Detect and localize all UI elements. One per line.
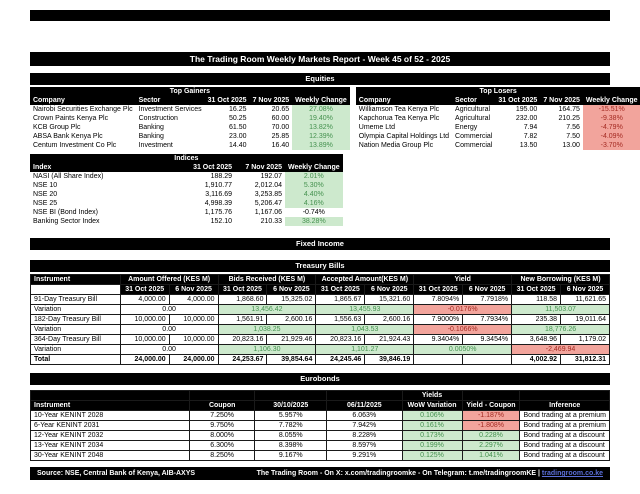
- price-curr-cell: 20.65: [271, 106, 290, 113]
- column-header: 31 Oct 2025: [180, 163, 235, 172]
- value-cell: 7.7934%: [463, 315, 512, 325]
- value-cell: 118.58: [512, 295, 561, 305]
- table-row: [30, 217, 343, 226]
- index-name-cell: NSE 10: [33, 182, 58, 189]
- instrument-cell: 6-Year KENINT 2031: [31, 421, 190, 431]
- price-prev-cell: 7.94: [523, 124, 538, 131]
- table-row: [30, 141, 350, 150]
- value-cell: 1,561.91: [218, 315, 267, 325]
- top-gainers-table: [30, 87, 350, 150]
- sector-cell: Agricultural: [455, 115, 491, 122]
- inference-cell: Bond trading at a discount: [520, 431, 610, 441]
- instrument-cell: 12-Year KENINT 2032: [31, 431, 190, 441]
- price-curr-cell: 25.85: [271, 133, 290, 140]
- inference-cell: Bond trading at a premium: [520, 411, 610, 421]
- weekly-change-cell: 13.82%: [292, 123, 350, 132]
- company-cell: Williamson Tea Kenya Plc: [358, 106, 440, 113]
- column-header: 31 Oct 2025: [205, 96, 250, 105]
- yield-prev-cell: 8.398%: [255, 441, 327, 451]
- inference-cell: Bond trading at a discount: [520, 451, 610, 461]
- yield-coupon-cell: 2.297%: [462, 441, 520, 451]
- value-cell: 39,854.64: [267, 355, 316, 365]
- value-cell: 1,865.67: [316, 295, 365, 305]
- bids-variation-cell: 13,456.42: [218, 305, 316, 315]
- price-prev-cell: 13.50: [519, 142, 538, 149]
- footer-source-text: Source: NSE, Central Bank of Kenya, AIB-AXYS: [37, 470, 196, 477]
- indices-table: [30, 154, 343, 226]
- empty-header-cell: [462, 391, 520, 401]
- value-cell: 20,823.16: [316, 335, 365, 345]
- value-cell: 10,000.00: [169, 335, 218, 345]
- company-cell: Kapchorua Tea Kenya Plc: [358, 115, 440, 122]
- section-equities-label: Equities: [305, 74, 335, 83]
- footer-website-link[interactable]: tradingroom.co.ke: [541, 470, 603, 477]
- price-prev-cell: 14.40: [229, 142, 247, 149]
- sector-cell: Construction: [138, 115, 178, 122]
- price-curr-cell: 16.40: [271, 142, 290, 149]
- company-cell: Nation Media Group Plc: [358, 142, 434, 149]
- empty-header-cell: [31, 285, 121, 295]
- instrument-cell: 30-Year KENINT 2048: [31, 451, 190, 461]
- index-prev-cell: 188.29: [210, 173, 232, 180]
- variation-label-cell: Variation: [31, 305, 121, 315]
- date-header: 6 Nov 2025: [463, 285, 512, 295]
- company-cell: KCB Group Plc: [33, 124, 81, 131]
- value-cell: 15,325.02: [267, 295, 316, 305]
- borrowing-variation-cell: 11,503.07: [512, 305, 610, 315]
- inference-cell: Bond trading at a discount: [520, 441, 610, 451]
- index-name-cell: NSE 20: [33, 191, 58, 198]
- column-header: 06/11/2025: [327, 401, 403, 411]
- price-curr-cell: 210.25: [558, 115, 580, 122]
- value-cell: 235.38: [512, 315, 561, 325]
- value-cell: 19,011.64: [561, 315, 610, 325]
- value-cell: 10,000.00: [120, 335, 169, 345]
- yield-curr-cell: 7.942%: [327, 421, 403, 431]
- value-cell: 21,929.46: [267, 335, 316, 345]
- price-prev-cell: 232.00: [515, 115, 538, 122]
- value-cell: 4,000.00: [120, 295, 169, 305]
- column-header: Instrument: [31, 275, 121, 285]
- yield-curr-cell: 8.228%: [327, 431, 403, 441]
- price-curr-cell: 60.00: [271, 115, 290, 122]
- yield-coupon-cell: 1.041%: [462, 451, 520, 461]
- empty-header-cell: [31, 391, 190, 401]
- section-treasury-bills-bar: [30, 260, 610, 272]
- weekly-change-cell: 19.40%: [292, 114, 350, 123]
- table-row: [30, 114, 350, 123]
- price-prev-cell: 50.25: [229, 115, 247, 122]
- top-divider-bar: [30, 10, 610, 21]
- instrument-cell: 182-Day Treasury Bill: [31, 315, 121, 325]
- date-header: 6 Nov 2025: [561, 285, 610, 295]
- table-row: [30, 123, 350, 132]
- bids-variation-cell: 1,106.30: [218, 345, 316, 355]
- value-cell: 31,812.31: [561, 355, 610, 365]
- value-cell: 1,179.02: [561, 335, 610, 345]
- yield-coupon-cell: -1.808%: [462, 421, 520, 431]
- report-title-bar: [30, 52, 610, 66]
- index-name-cell: NSE BI (Bond Index): [33, 209, 98, 216]
- yields-header-row: [31, 391, 610, 401]
- wow-variation-cell: 0.173%: [402, 431, 462, 441]
- date-header: 31 Oct 2025: [120, 285, 169, 295]
- bill-row: [31, 315, 610, 325]
- yield-prev-cell: 9.167%: [255, 451, 327, 461]
- table-title: Top Gainers: [30, 87, 350, 96]
- column-header: WoW Variation: [402, 401, 462, 411]
- value-cell: 24,253.67: [218, 355, 267, 365]
- yield-variation-cell: -0.0176%: [414, 305, 512, 315]
- table-row: [356, 132, 640, 141]
- index-curr-cell: 210.33: [260, 218, 282, 225]
- table-row: [30, 181, 343, 190]
- footer-bar: [30, 467, 610, 480]
- index-name-cell: NSE 25: [33, 200, 58, 207]
- weekly-change-cell: 13.89%: [292, 141, 350, 150]
- value-cell: 7.9000%: [414, 315, 463, 325]
- yield-coupon-cell: 0.228%: [462, 431, 520, 441]
- table-row: [356, 123, 640, 132]
- bill-row: [31, 295, 610, 305]
- offered-variation-cell: 0.00: [120, 305, 218, 315]
- company-cell: Crown Paints Kenya Plc: [33, 115, 109, 122]
- table-row: [30, 105, 350, 114]
- sector-cell: Banking: [138, 124, 164, 131]
- sector-cell: Investment: [138, 142, 173, 149]
- sector-cell: Investment Services: [138, 106, 202, 113]
- value-cell: 10,000.00: [169, 315, 218, 325]
- column-header: Coupon: [189, 401, 255, 411]
- column-header: Company: [356, 96, 452, 105]
- weekly-change-cell: -9.38%: [583, 114, 640, 123]
- bond-row: [31, 431, 610, 441]
- instrument-cell: 13-Year KENINT 2034: [31, 441, 190, 451]
- price-prev-cell: 195.00: [515, 106, 538, 113]
- weekly-change-cell: 12.39%: [292, 132, 350, 141]
- table-row: [30, 132, 350, 141]
- table-row: [30, 208, 343, 217]
- section-treasury-bills-label: Treasury Bills: [295, 261, 345, 270]
- wow-variation-cell: 0.125%: [402, 451, 462, 461]
- value-cell: 4,000.00: [169, 295, 218, 305]
- column-header: Weekly Change: [285, 163, 343, 172]
- column-header-row: [30, 163, 343, 172]
- weekly-change-cell: 4.16%: [285, 199, 343, 208]
- index-curr-cell: 192.07: [260, 173, 282, 180]
- value-cell: 4,002.92: [512, 355, 561, 365]
- index-curr-cell: 5,206.47: [254, 200, 282, 207]
- value-cell: 39,846.19: [365, 355, 414, 365]
- yield-prev-cell: 5.957%: [255, 411, 327, 421]
- index-prev-cell: 1,175.76: [204, 209, 232, 216]
- top-losers-table: [356, 87, 640, 150]
- weekly-change-cell: 4.40%: [285, 190, 343, 199]
- bond-row: [31, 421, 610, 431]
- weekly-change-cell: -4.09%: [583, 132, 640, 141]
- table-title-row: [356, 87, 640, 96]
- index-prev-cell: 4,998.39: [204, 200, 232, 207]
- column-header-row: [31, 401, 610, 411]
- index-name-cell: NASI (All Share Index): [33, 173, 104, 180]
- price-prev-cell: 23.00: [229, 133, 247, 140]
- accepted-variation-cell: 1,043.53: [316, 325, 414, 335]
- company-cell: Centum Investment Co Plc: [33, 142, 117, 149]
- table-row: [30, 172, 343, 181]
- section-equities-bar: [30, 73, 610, 85]
- variation-row: [31, 345, 610, 355]
- date-header: 31 Oct 2025: [512, 285, 561, 295]
- empty-header-cell: [189, 391, 255, 401]
- price-curr-cell: 164.75: [558, 106, 580, 113]
- yield-coupon-cell: -1.187%: [462, 411, 520, 421]
- table-title: Top Losers: [356, 87, 640, 96]
- index-curr-cell: 2,012.04: [254, 182, 282, 189]
- equities-tables-row: [30, 87, 638, 150]
- value-cell: 7.8094%: [414, 295, 463, 305]
- report-title: The Trading Room Weekly Markets Report - Week 45 of 52 - 2025: [189, 54, 451, 64]
- bond-row: [31, 411, 610, 421]
- variation-row: [31, 305, 610, 315]
- coupon-cell: 7.250%: [189, 411, 255, 421]
- section-eurobonds-label: Eurobonds: [300, 374, 340, 383]
- company-cell: Olympia Capital Holdings Ltd: [358, 133, 450, 140]
- weekly-change-cell: 27.08%: [292, 105, 350, 114]
- column-header: 31 Oct 2025: [495, 96, 540, 105]
- price-curr-cell: 7.50: [566, 133, 580, 140]
- sector-cell: Agricultural: [455, 106, 491, 113]
- sector-cell: Banking: [138, 133, 164, 140]
- column-header: Index: [30, 163, 180, 172]
- index-prev-cell: 1,910.77: [204, 182, 232, 189]
- value-cell: 11,621.65: [561, 295, 610, 305]
- eurobonds-table: [30, 390, 610, 461]
- wow-variation-cell: 0.199%: [402, 441, 462, 451]
- weekly-change-cell: 5.30%: [285, 181, 343, 190]
- section-fixed-income-label: Fixed Income: [296, 239, 344, 248]
- date-header: 31 Oct 2025: [316, 285, 365, 295]
- value-cell: 9.3454%: [463, 335, 512, 345]
- table-row: [30, 190, 343, 199]
- value-cell: [463, 355, 512, 365]
- wow-variation-cell: 0.161%: [402, 421, 462, 431]
- price-prev-cell: 16.25: [229, 106, 247, 113]
- yield-variation-cell: -0.1066%: [414, 325, 512, 335]
- offered-variation-cell: 0.00: [120, 325, 218, 335]
- accepted-variation-cell: 13,455.93: [316, 305, 414, 315]
- value-cell: 3,648.96: [512, 335, 561, 345]
- column-group-header: Accepted Amount(KES M): [316, 275, 414, 285]
- sector-cell: Energy: [455, 124, 478, 131]
- table-row: [356, 141, 640, 150]
- value-cell: 24,000.00: [120, 355, 169, 365]
- value-cell: 15,321.60: [365, 295, 414, 305]
- treasury-bills-table: [30, 274, 610, 365]
- column-header: Yield - Coupon: [462, 401, 520, 411]
- table-title: Indices: [30, 154, 343, 163]
- coupon-cell: 6.300%: [189, 441, 255, 451]
- price-curr-cell: 13.00: [562, 142, 580, 149]
- company-cell: Umeme Ltd: [358, 124, 395, 131]
- coupon-cell: 8.250%: [189, 451, 255, 461]
- instrument-cell: Total: [31, 355, 121, 365]
- sector-cell: Commercial: [455, 142, 493, 149]
- column-header: Instrument: [31, 401, 190, 411]
- variation-label-cell: Variation: [31, 325, 121, 335]
- index-prev-cell: 3,116.69: [205, 191, 232, 198]
- yield-curr-cell: 9.291%: [327, 451, 403, 461]
- value-cell: 24,000.00: [169, 355, 218, 365]
- borrowing-variation-cell: -2,469.94: [512, 345, 610, 355]
- company-cell: Nairobi Securities Exchange Plc: [33, 106, 133, 113]
- column-header: Company: [30, 96, 136, 105]
- column-header: Sector: [136, 96, 205, 105]
- instrument-cell: 364-Day Treasury Bill: [31, 335, 121, 345]
- index-prev-cell: 152.10: [210, 218, 232, 225]
- date-header-row: [31, 285, 610, 295]
- price-prev-cell: 7.82: [523, 133, 538, 140]
- offered-variation-cell: 0.00: [120, 345, 218, 355]
- column-header-row: [356, 96, 640, 105]
- column-group-header: Amount Offered (KES M): [120, 275, 218, 285]
- footer-social-handles: The Trading Room - On X: x.com/tradingroomke - On Telegram: t.me/tradingroomKE |: [256, 470, 542, 477]
- sector-cell: Commercial: [455, 133, 493, 140]
- value-cell: 2,600.16: [267, 315, 316, 325]
- yields-group-header: Yields: [402, 391, 462, 401]
- date-header: 6 Nov 2025: [267, 285, 316, 295]
- variation-label-cell: Variation: [31, 345, 121, 355]
- table-title-row: [30, 87, 350, 96]
- price-curr-cell: 7.56: [566, 124, 580, 131]
- weekly-change-cell: -3.70%: [583, 141, 640, 150]
- yield-curr-cell: 6.063%: [327, 411, 403, 421]
- column-group-header: New Borrowing (KES M): [512, 275, 610, 285]
- total-row: [31, 355, 610, 365]
- empty-header-cell: [327, 391, 403, 401]
- section-eurobonds-bar: [30, 373, 610, 385]
- instrument-cell: 10-Year KENINT 2028: [31, 411, 190, 421]
- bond-row: [31, 441, 610, 451]
- column-header: Sector: [452, 96, 495, 105]
- coupon-cell: 8.000%: [189, 431, 255, 441]
- yield-variation-cell: 0.0050%: [414, 345, 512, 355]
- column-header: 7 Nov 2025: [235, 163, 285, 172]
- date-header: 6 Nov 2025: [169, 285, 218, 295]
- bill-row: [31, 335, 610, 345]
- yield-curr-cell: 8.597%: [327, 441, 403, 451]
- bond-row: [31, 451, 610, 461]
- value-cell: 1,556.63: [316, 315, 365, 325]
- yield-prev-cell: 8.055%: [255, 431, 327, 441]
- value-cell: 20,823.16: [218, 335, 267, 345]
- borrowing-variation-cell: 18,776.26: [512, 325, 610, 335]
- price-prev-cell: 61.50: [229, 124, 247, 131]
- column-header: 7 Nov 2025: [540, 96, 583, 105]
- date-header: 31 Oct 2025: [218, 285, 267, 295]
- inference-cell: Bond trading at a premium: [520, 421, 610, 431]
- value-cell: 24,245.46: [316, 355, 365, 365]
- value-cell: 9.3404%: [414, 335, 463, 345]
- column-header: Weekly Change: [583, 96, 640, 105]
- group-header-row: [31, 275, 610, 285]
- footer-social-text: [257, 467, 603, 480]
- table-row: [30, 199, 343, 208]
- column-header: Inference: [520, 401, 610, 411]
- value-cell: 21,924.43: [365, 335, 414, 345]
- variation-row: [31, 325, 610, 335]
- company-cell: ABSA Bank Kenya Plc: [33, 133, 103, 140]
- empty-header-cell: [255, 391, 327, 401]
- bids-variation-cell: 1,038.25: [218, 325, 316, 335]
- column-header: 7 Nov 2025: [250, 96, 293, 105]
- table-row: [356, 105, 640, 114]
- table-title-row: [30, 154, 343, 163]
- weekly-change-cell: -15.51%: [583, 105, 640, 114]
- index-name-cell: Banking Sector Index: [33, 218, 100, 225]
- value-cell: 1,868.60: [218, 295, 267, 305]
- weekly-change-cell: 38.28%: [285, 217, 343, 226]
- weekly-change-cell: -0.74%: [302, 209, 325, 216]
- coupon-cell: 9.750%: [189, 421, 255, 431]
- date-header: 6 Nov 2025: [365, 285, 414, 295]
- value-cell: 2,600.16: [365, 315, 414, 325]
- empty-header-cell: [520, 391, 610, 401]
- table-row: [356, 114, 640, 123]
- wow-variation-cell: 0.106%: [402, 411, 462, 421]
- weekly-change-cell: 2.01%: [285, 172, 343, 181]
- column-header: Weekly Change: [292, 96, 350, 105]
- accepted-variation-cell: 1,101.27: [316, 345, 414, 355]
- price-curr-cell: 70.00: [271, 124, 290, 131]
- value-cell: 7.7918%: [463, 295, 512, 305]
- instrument-cell: 91-Day Treasury Bill: [31, 295, 121, 305]
- weekly-change-cell: -4.79%: [583, 123, 640, 132]
- index-curr-cell: 1,167.06: [254, 209, 282, 216]
- yield-prev-cell: 7.782%: [255, 421, 327, 431]
- column-group-header: Bids Received (KES M): [218, 275, 316, 285]
- date-header: 31 Oct 2025: [414, 285, 463, 295]
- column-group-header: Yield: [414, 275, 512, 285]
- value-cell: [414, 355, 463, 365]
- section-fixed-income-bar: [30, 238, 610, 250]
- column-header-row: [30, 96, 350, 105]
- column-header: 30/10/2025: [255, 401, 327, 411]
- index-curr-cell: 3,253.85: [254, 191, 282, 198]
- value-cell: 10,000.00: [120, 315, 169, 325]
